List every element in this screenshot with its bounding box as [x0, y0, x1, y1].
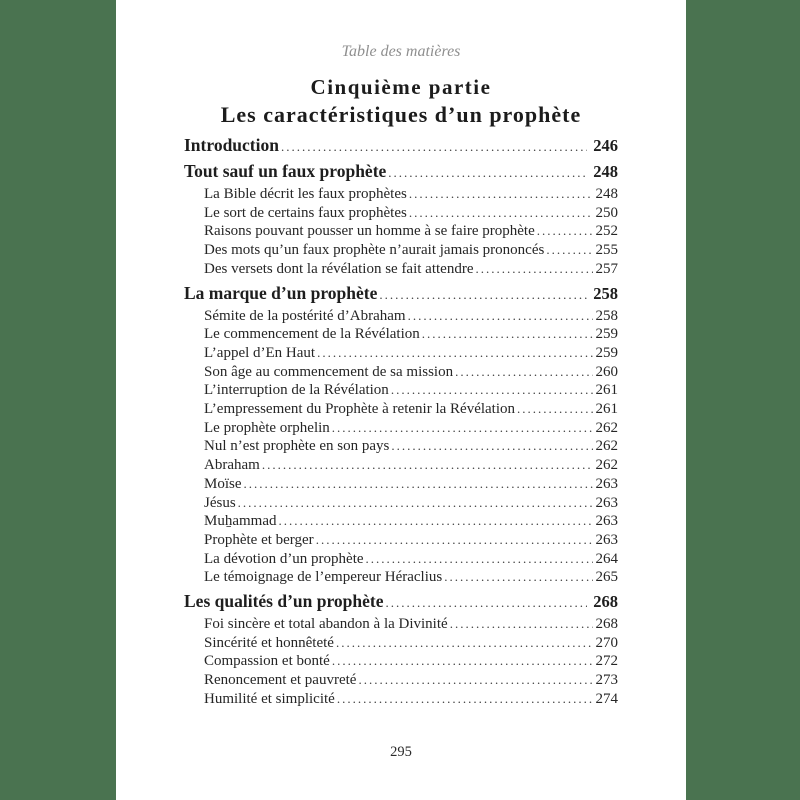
toc-section-page-number: 268: [593, 592, 618, 612]
leader-dots: [332, 419, 593, 437]
leader-dots: [262, 456, 593, 474]
toc-section-page-number: 258: [593, 283, 618, 303]
toc-item-page-number: 272: [595, 653, 618, 670]
toc-item-label: Foi sincère et total abandon à la Divinité: [204, 616, 448, 633]
toc-item: [184, 400, 618, 419]
toc-item-label: Jésus: [204, 494, 236, 511]
leader-dots: [475, 260, 592, 278]
toc-item-label: Compassion et bonté: [204, 653, 330, 670]
leader-dots: [317, 344, 592, 362]
toc-item-page-number: 257: [595, 260, 618, 277]
toc-item-label: Sémite de la postérité d’Abraham: [204, 307, 406, 324]
toc-item-page-number: 261: [595, 401, 618, 418]
toc-item: [184, 325, 618, 344]
toc-item-label: Abraham: [204, 457, 260, 474]
toc-item-page-number: 250: [595, 204, 618, 221]
toc-item-page-number: 264: [595, 550, 618, 567]
toc-item: [184, 568, 618, 587]
leader-dots: [366, 550, 593, 568]
leader-dots: [379, 285, 587, 305]
toc-item: [184, 363, 618, 382]
toc-item: [184, 531, 618, 550]
toc-item-page-number: 268: [595, 616, 618, 633]
part-title: Cinquième partie: [310, 75, 492, 99]
toc-item: [184, 494, 618, 513]
book-page: [116, 0, 686, 800]
toc-item-page-number: 262: [595, 438, 618, 455]
leader-dots: [337, 690, 593, 708]
toc-item-label: Humilité et simplicité: [204, 690, 335, 707]
leader-dots: [336, 634, 593, 652]
leader-dots: [316, 531, 593, 549]
toc-item-label: Nul n’est prophète en son pays: [204, 438, 390, 455]
toc-item: [184, 512, 618, 531]
leader-dots: [455, 363, 592, 381]
toc-item: [184, 652, 618, 671]
leader-dots: [408, 307, 593, 325]
toc-item-label: Le prophète orphelin: [204, 419, 330, 436]
toc-item: [184, 241, 618, 260]
toc-item: [184, 204, 618, 223]
leader-dots: [358, 671, 592, 689]
leader-dots: [517, 400, 592, 418]
toc-item-label: Son âge au commencement de sa mission: [204, 363, 454, 380]
leader-dots: [391, 437, 592, 455]
toc-item: [184, 419, 618, 438]
toc-item: [184, 437, 618, 456]
toc-item-label: Sincérité et honnêteté: [204, 634, 334, 651]
toc-item-label: L’empressement du Prophète à retenir la Révélation: [204, 401, 516, 418]
toc-item: [184, 671, 618, 690]
toc-item: [184, 344, 618, 363]
toc-item: [184, 690, 618, 709]
toc-item-page-number: 263: [595, 531, 618, 548]
toc-item-page-number: 259: [595, 326, 618, 343]
toc-item-label: Des mots qu’un faux prophète n’aurait jamais prononcés: [204, 242, 545, 259]
toc-section-label: La marque d’un prophète: [184, 282, 378, 303]
leader-dots: [409, 185, 593, 203]
toc-item-page-number: 262: [595, 419, 618, 436]
toc-item-label: Raisons pouvant pousser un homme à se faire prophète: [204, 223, 535, 240]
leader-dots: [386, 593, 588, 613]
toc-section-page-number: 246: [593, 136, 618, 155]
toc-item-page-number: 265: [595, 569, 618, 586]
toc-item: [184, 634, 618, 653]
leader-dots: [279, 512, 593, 530]
toc-item-page-number: 255: [595, 242, 618, 259]
leader-dots: [332, 652, 593, 670]
leader-dots: [422, 325, 593, 343]
toc-section-label: Introduction: [184, 135, 279, 155]
toc-item: [184, 222, 618, 241]
toc-item-label: Moïse: [204, 475, 242, 492]
toc-item-label: La Bible décrit les faux prophètes: [204, 186, 407, 202]
leader-dots: [409, 204, 593, 222]
toc-section-label: Les qualités d’un prophète: [184, 591, 384, 612]
toc-item-label: L’appel d’En Haut: [204, 344, 316, 361]
toc-item-label: Le commencement de la Révélation: [204, 326, 420, 343]
toc-item-page-number: 263: [595, 494, 618, 511]
leader-dots: [391, 381, 593, 399]
toc-item-page-number: 263: [595, 475, 618, 492]
leader-dots: [281, 137, 587, 157]
toc-item-label: Renoncement et pauvreté: [204, 672, 357, 689]
toc-item-page-number: 273: [595, 672, 618, 689]
toc-item-page-number: 262: [595, 457, 618, 474]
part-subtitle: Les caractéristiques d’un prophète: [220, 102, 582, 127]
folio-page-number: 295: [390, 744, 412, 760]
running-header-title: Table des matières: [341, 43, 461, 60]
toc-item-page-number: 261: [595, 382, 618, 399]
toc-section: [184, 283, 618, 305]
toc-item: [184, 185, 618, 204]
toc-item-label: L’interruption de la Révélation: [204, 382, 389, 399]
table-of-contents: [184, 135, 618, 709]
leader-dots: [546, 241, 592, 259]
leader-dots: [238, 494, 593, 512]
toc-item-label: Le témoignage de l’empereur Héraclius: [204, 569, 443, 586]
toc-item-page-number: 270: [595, 634, 618, 651]
toc-item-page-number: 263: [595, 513, 618, 530]
leader-dots: [444, 568, 592, 586]
toc-item: [184, 615, 618, 634]
toc-item-page-number: 248: [595, 186, 618, 202]
toc-item: [184, 307, 618, 326]
toc-section: [184, 591, 618, 613]
toc-item: [184, 475, 618, 494]
toc-item: [184, 550, 618, 569]
toc-item-page-number: 252: [595, 223, 618, 240]
toc-item-page-number: 260: [595, 363, 618, 380]
toc-item: [184, 381, 618, 400]
toc-item-label: Muẖammad: [204, 513, 277, 530]
leader-dots: [537, 222, 593, 240]
leader-dots: [388, 163, 587, 183]
toc-item-page-number: 259: [595, 344, 618, 361]
toc-section: [184, 161, 618, 183]
toc-item-label: Des versets dont la révélation se fait attendre: [204, 260, 474, 277]
toc-item-label: Prophète et berger: [204, 531, 314, 548]
toc-item-label: La dévotion d’un prophète: [204, 550, 364, 567]
toc-item: [184, 260, 618, 279]
leader-dots: [244, 475, 593, 493]
toc-item-page-number: 258: [595, 307, 618, 324]
toc-item-label: Le sort de certains faux prophètes: [204, 204, 407, 221]
toc-item: [184, 456, 618, 475]
leader-dots: [450, 615, 593, 633]
toc-section-page-number: 248: [593, 162, 618, 181]
toc-item-page-number: 274: [595, 690, 618, 707]
toc-section: [184, 135, 618, 157]
toc-section-label: Tout sauf un faux prophète: [184, 161, 387, 181]
